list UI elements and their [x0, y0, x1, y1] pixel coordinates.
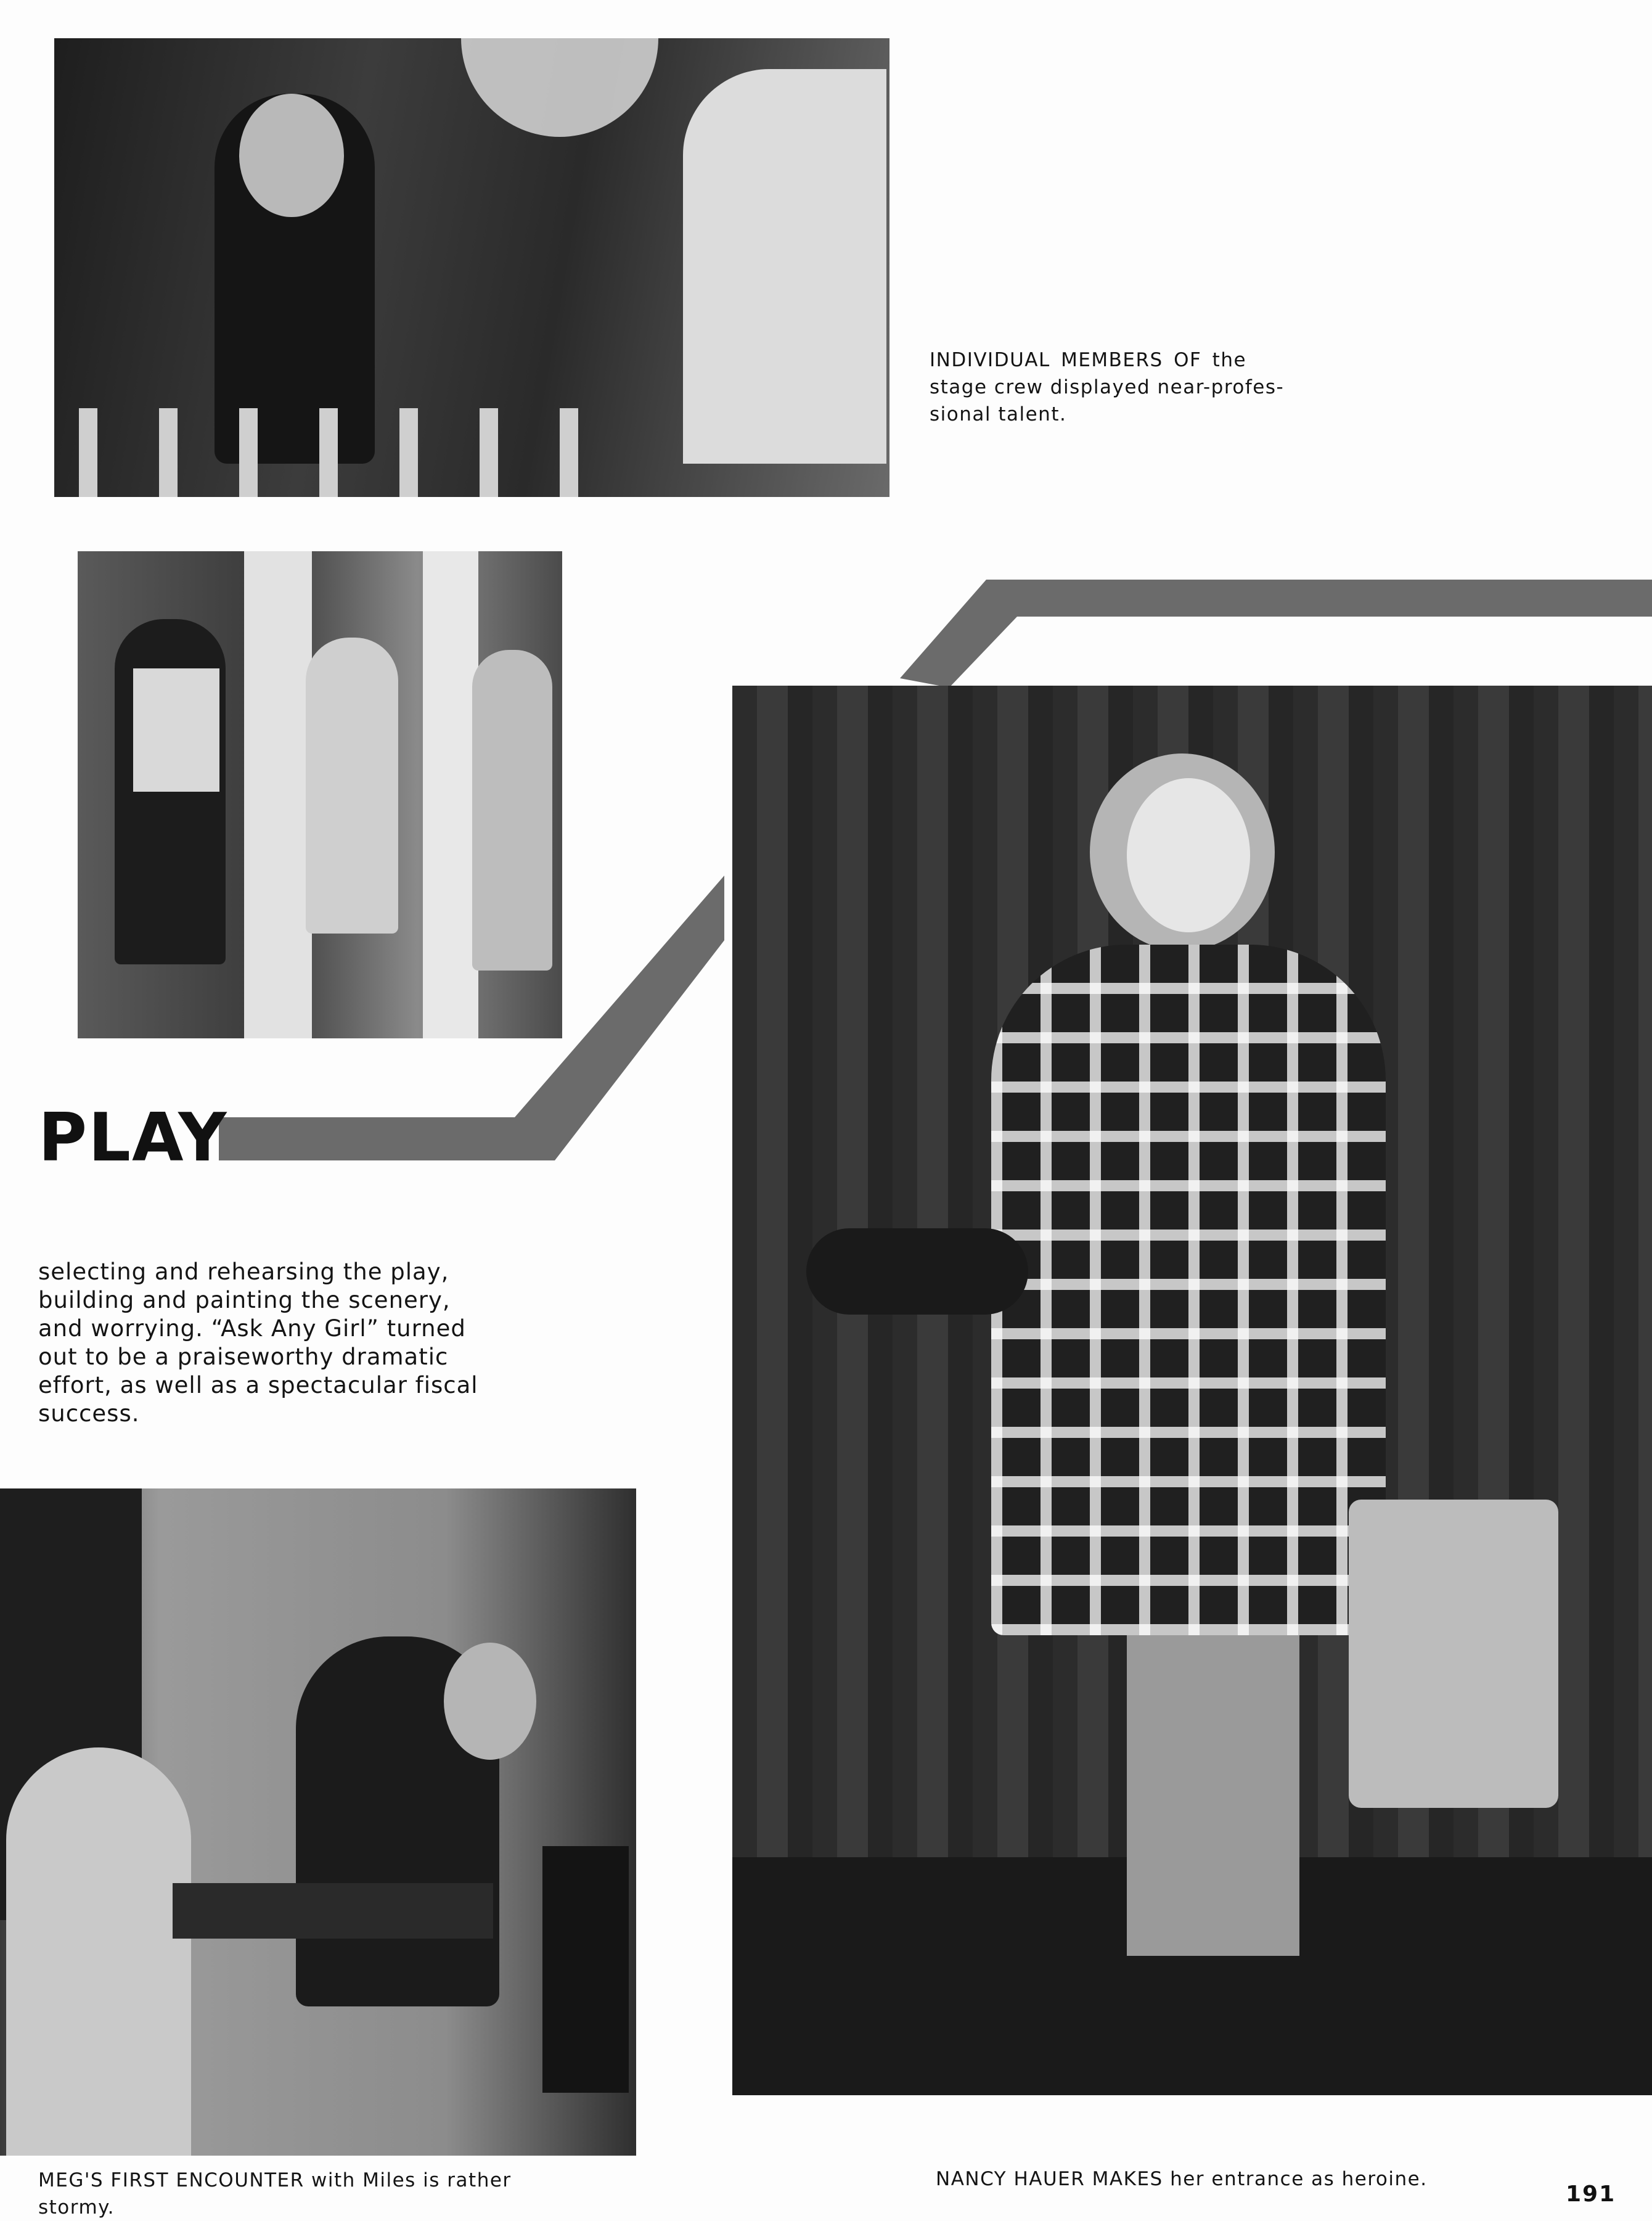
body-line: selecting and rehearsing the play,	[38, 1258, 449, 1285]
woman-face	[1127, 778, 1250, 932]
upper-diagonal-band	[900, 580, 1652, 688]
caption-line: stormy.	[38, 2196, 115, 2219]
body-line: and worrying. “Ask Any Girl” turned	[38, 1315, 466, 1342]
stage-crew-caption	[930, 347, 1299, 428]
door-right	[423, 551, 478, 1038]
door-left	[244, 551, 312, 1038]
stage-crew-photo	[54, 38, 889, 497]
switch-handles	[79, 408, 634, 497]
doors-photo	[78, 551, 562, 1038]
woman-legs	[1127, 1635, 1299, 1956]
page-heading: PLAY	[38, 1099, 228, 1176]
nancy-caption: NANCY HAUER MAKES her entrance as heroine.	[936, 2168, 1428, 2190]
outstretched-arm	[806, 1228, 1028, 1315]
girl-right	[472, 650, 552, 971]
nancy-hauer-photo	[732, 686, 1652, 2095]
body-line: out to be a praiseworthy dramatic	[38, 1344, 449, 1370]
body-line: success.	[38, 1400, 140, 1427]
page-number: 191	[1566, 2182, 1616, 2207]
man-head	[239, 94, 344, 217]
caption-line: sional talent.	[930, 403, 1067, 425]
body-text	[38, 1258, 519, 1428]
body-line: building and painting the scenery,	[38, 1287, 451, 1313]
man-face	[444, 1643, 536, 1760]
card-table	[173, 1883, 493, 1939]
suitcase	[1349, 1500, 1558, 1808]
caption-line: stage crew displayed near-profes-	[930, 376, 1285, 398]
body-line: effort, as well as a spectacular fiscal	[38, 1372, 478, 1398]
girl-left-blouse	[133, 668, 219, 792]
chair	[542, 1846, 629, 2093]
plaid-coat	[991, 945, 1386, 1635]
lamp-shape	[461, 38, 658, 137]
meg-caption	[38, 2167, 642, 2221]
girl-middle	[306, 638, 398, 934]
caption-line: MEG'S FIRST ENCOUNTER with Miles is rather	[38, 2169, 512, 2191]
meg-miles-photo	[0, 1488, 636, 2156]
young-man-figure	[683, 69, 886, 464]
girl-seated	[6, 1747, 191, 2156]
caption-line: INDIVIDUAL MEMBERS OF the	[930, 349, 1247, 371]
